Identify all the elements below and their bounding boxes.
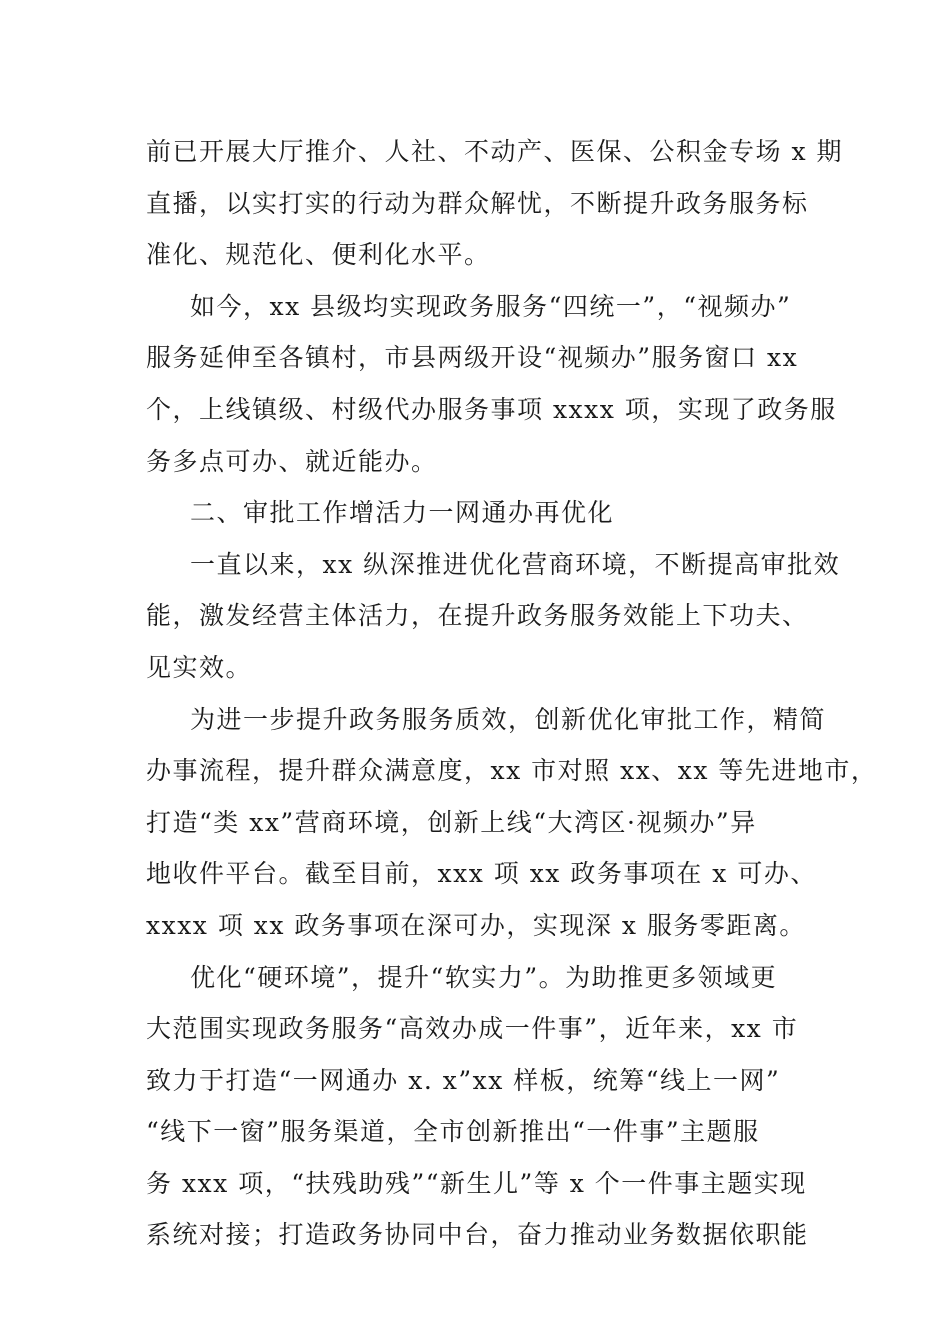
section-heading: [146, 487, 816, 539]
paragraph: [146, 281, 837, 487]
text-line: 大范围实现政务服务“高效办成一件事”，近年来，xx 市: [146, 1014, 799, 1044]
text-line: 个，上线镇级、村级代办服务事项 xxxx 项，实现了政务服: [146, 394, 837, 424]
text-line: 办事流程，提升群众满意度，xx 市对照 xx、xx 等先进地市，: [146, 756, 878, 786]
paragraph: [146, 694, 878, 952]
text-line: “线下一窗”服务渠道，全市创新推出“一件事”主题服: [146, 1117, 760, 1147]
text-line: 优化“硬环境”，提升“软实力”。为助推更多领域更: [190, 962, 778, 992]
text-line: xxxx 项 xx 政务事项在深可办，实现深 x 服务零距离。: [146, 910, 806, 940]
text-line: 打造“类 xx”营商环境，创新上线“大湾区·视频办”异: [146, 807, 757, 837]
text-line: 务多点可办、就近能办。: [146, 446, 438, 476]
paragraph: [146, 126, 843, 281]
text-line: 一直以来，xx 纵深推进优化营商环境，不断提高审批效: [190, 549, 841, 579]
text-line: 地收件平台。截至目前，xxx 项 xx 政务事项在 x 可办、: [146, 859, 817, 889]
paragraph: [146, 539, 841, 694]
text-line: 见实效。: [146, 652, 253, 682]
text-line: 前已开展大厅推介、人社、不动产、医保、公积金专场 x 期: [146, 137, 843, 166]
text-line: 为进一步提升政务服务质效，创新优化审批工作，精简: [190, 704, 827, 734]
text-line: 二、审批工作增活力一网通办再优化: [190, 498, 615, 528]
text-line: 服务延伸至各镇村，市县两级开设“视频办”服务窗口 xx: [146, 343, 799, 373]
text-line: 致力于打造“一网通办 x. x”xx 样板，统筹“线上一网”: [146, 1065, 781, 1095]
text-line: 系统对接；打造政务协同中台，奋力推动业务数据依职能: [146, 1220, 809, 1250]
text-line: 准化、规范化、便利化水平。: [146, 240, 491, 270]
text-line: 如今，xx 县级均实现政务服务“四统一”，“视频办”: [190, 291, 792, 321]
text-line: 务 xxx 项，“扶残助残”“新生儿”等 x 个一件事主题实现: [146, 1168, 807, 1198]
text-line: 能，激发经营主体活力，在提升政务服务效能上下功夫、: [146, 601, 809, 631]
text-line: 直播，以实打实的行动为群众解忧，不断提升政务服务标: [146, 188, 809, 218]
document-body: [146, 126, 878, 1261]
paragraph: [146, 952, 816, 1262]
